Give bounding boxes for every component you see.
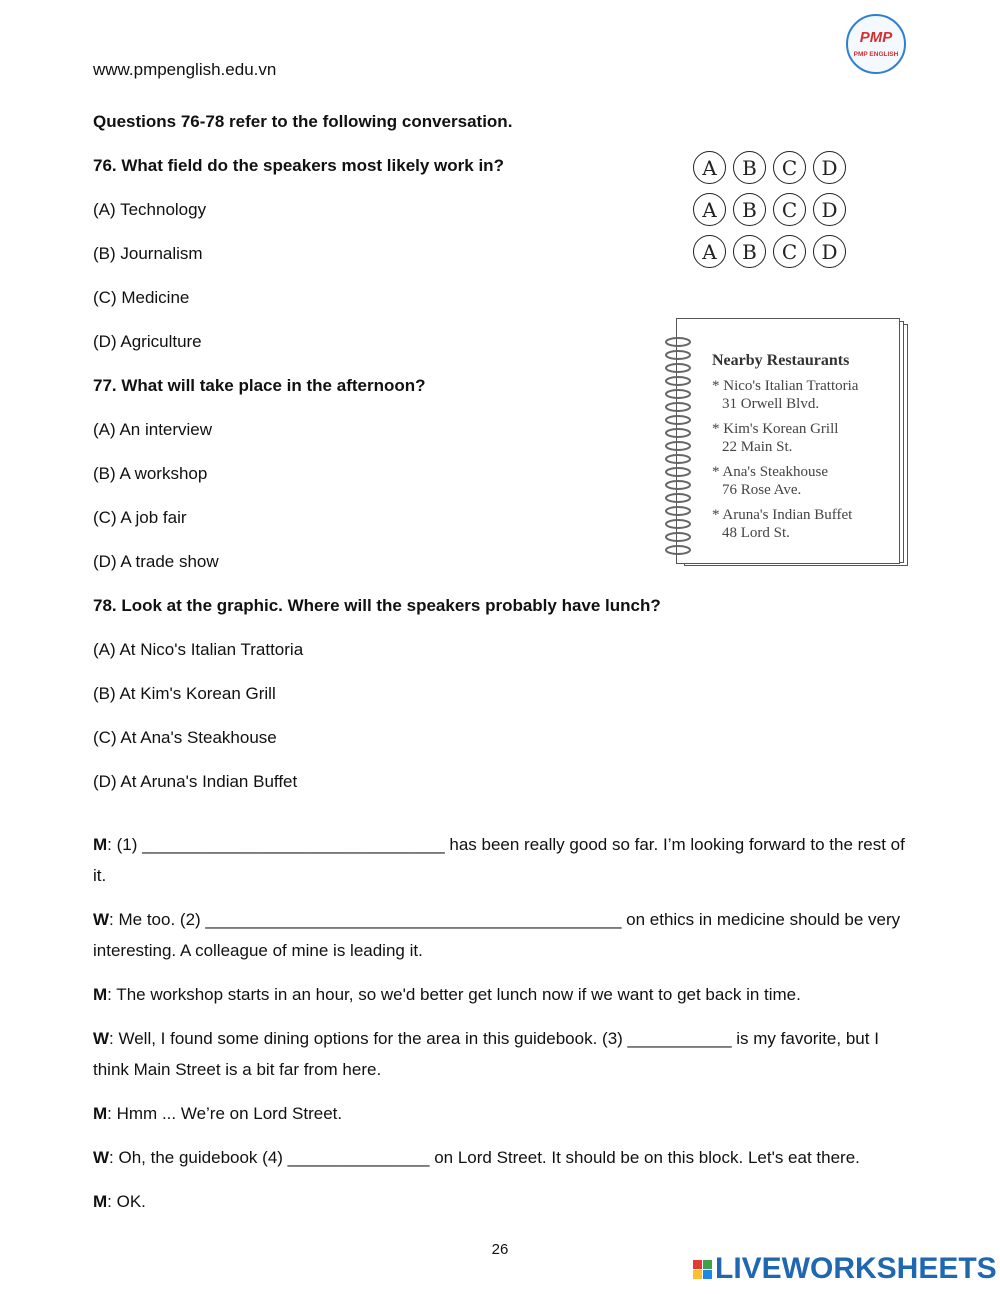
question-78: 78. Look at the graphic. Where will the speakers probably have lunch? xyxy=(93,596,661,615)
bubble-78-d[interactable]: D xyxy=(813,235,846,268)
option-77-b: (B) A workshop xyxy=(93,464,208,483)
option-77-a: (A) An interview xyxy=(93,420,213,439)
bubble-76-a[interactable]: A xyxy=(693,151,726,184)
restaurant-address: 22 Main St. xyxy=(722,439,793,455)
bubble-77-d[interactable]: D xyxy=(813,193,846,226)
option-78-d: (D) At Aruna's Indian Buffet xyxy=(93,772,298,791)
speaker-label: W xyxy=(93,910,110,929)
notebook-title: Nearby Restaurants xyxy=(712,352,850,369)
questions-intro: Questions 76-78 refer to the following conversation. xyxy=(93,112,513,131)
dialogue-text: : (1) ________________________________ has been really good so far. I’m looking forward to the rest of it. xyxy=(93,835,905,885)
bubble-78-a[interactable]: A xyxy=(693,235,726,268)
speaker-label: M xyxy=(93,1192,108,1211)
restaurant-item xyxy=(712,420,858,456)
dialogue-line-3 xyxy=(93,979,913,1010)
option-78-b: (B) At Kim's Korean Grill xyxy=(93,684,276,703)
bubble-76-d[interactable]: D xyxy=(813,151,846,184)
bubble-78-c[interactable]: C xyxy=(773,235,806,268)
bubble-76-b[interactable]: B xyxy=(733,151,766,184)
website-url: www.pmpenglish.edu.vn xyxy=(93,60,277,79)
dialogue-line-4 xyxy=(93,1023,913,1085)
dialogue-text: : Well, I found some dining options for the area in this guidebook. (3) ___________ is my favorite, but I think Main Street is a bit far from here. xyxy=(93,1029,879,1079)
speaker-label: W xyxy=(93,1029,110,1048)
notebook-content xyxy=(712,352,858,549)
bubble-77-c[interactable]: C xyxy=(773,193,806,226)
restaurant-item xyxy=(712,506,858,542)
option-76-a: (A) Technology xyxy=(93,200,207,219)
logo-text: PMP ENGLISH xyxy=(853,51,899,58)
dialogue-text: : The workshop starts in an hour, so we'd better get lunch now if we want to get back in time. xyxy=(107,985,801,1004)
dialogue-text: : Hmm ... We’re on Lord Street. xyxy=(107,1104,343,1123)
speaker-label: W xyxy=(93,1148,110,1167)
option-76-d: (D) Agriculture xyxy=(93,332,202,351)
restaurant-name: * Nico's Italian Trattoria xyxy=(712,378,859,394)
answer-row-76 xyxy=(693,151,846,184)
option-77-d: (D) A trade show xyxy=(93,552,219,571)
dialogue-line-7 xyxy=(93,1186,913,1217)
bubble-76-c[interactable]: C xyxy=(773,151,806,184)
bubble-77-a[interactable]: A xyxy=(693,193,726,226)
answer-row-78 xyxy=(693,235,846,268)
dialogue-line-5 xyxy=(93,1098,913,1129)
restaurant-item xyxy=(712,377,858,413)
bubble-77-b[interactable]: B xyxy=(733,193,766,226)
restaurant-item xyxy=(712,463,858,499)
restaurant-address: 31 Orwell Blvd. xyxy=(722,396,820,412)
restaurant-name: * Ana's Steakhouse xyxy=(712,464,829,480)
liveworksheets-logo xyxy=(693,1252,997,1286)
restaurant-name: * Kim's Korean Grill xyxy=(712,421,839,437)
speaker-label: M xyxy=(93,985,108,1004)
dialogue-text: : OK. xyxy=(107,1192,146,1211)
option-78-c: (C) At Ana's Steakhouse xyxy=(93,728,277,747)
spiral-binding-icon xyxy=(660,334,700,564)
option-76-b: (B) Journalism xyxy=(93,244,203,263)
restaurant-name: * Aruna's Indian Buffet xyxy=(712,507,853,523)
answer-row-77 xyxy=(693,193,846,226)
option-76-c: (C) Medicine xyxy=(93,288,190,307)
question-76: 76. What field do the speakers most likely work in? xyxy=(93,156,504,175)
dialogue-text: : Oh, the guidebook (4) _______________ on Lord Street. It should be on this block. Let's eat there. xyxy=(109,1148,860,1167)
speaker-label: M xyxy=(93,1104,108,1123)
logo-mark: PMP xyxy=(859,29,893,46)
bubble-78-b[interactable]: B xyxy=(733,235,766,268)
liveworksheets-brand: LIVEWORKSHEETS xyxy=(715,1252,997,1285)
restaurants-notebook xyxy=(660,318,910,572)
restaurant-address: 76 Rose Ave. xyxy=(722,482,802,498)
pmp-logo xyxy=(846,14,906,74)
speaker-label: M xyxy=(93,835,108,854)
restaurant-address: 48 Lord St. xyxy=(722,525,790,541)
page-number: 26 xyxy=(491,1241,509,1258)
liveworksheets-squares-icon xyxy=(693,1260,712,1279)
option-77-c: (C) A job fair xyxy=(93,508,187,527)
question-77: 77. What will take place in the afternoon? xyxy=(93,376,426,395)
option-78-a: (A) At Nico's Italian Trattoria xyxy=(93,640,304,659)
dialogue-text: : Me too. (2) ____________________________________________ on ethics in medicine should be very interesting. A colleague of mine is leading it. xyxy=(93,910,901,960)
dialogue-line-2 xyxy=(93,904,913,966)
dialogue-line-6 xyxy=(93,1142,913,1173)
dialogue-line-1 xyxy=(93,829,913,891)
